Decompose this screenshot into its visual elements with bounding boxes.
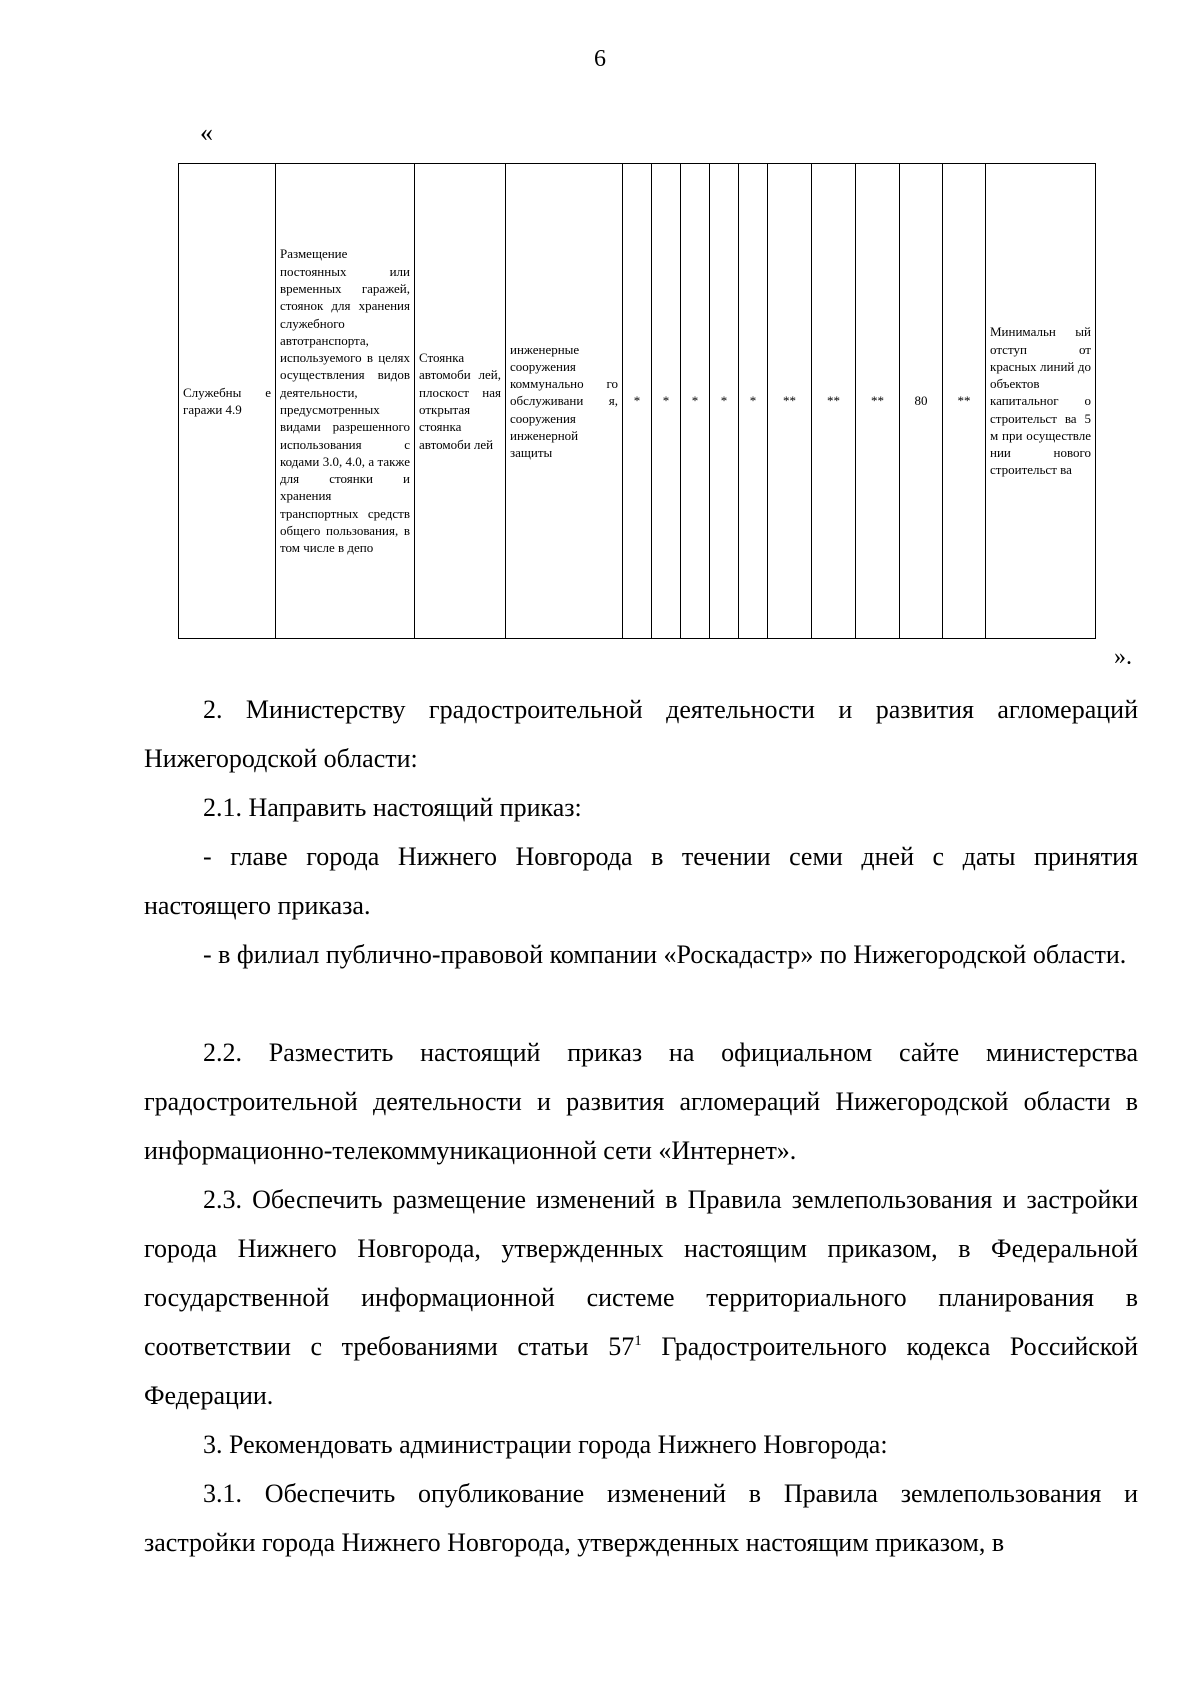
param-cell: ** bbox=[812, 164, 856, 639]
paragraph-2-1-item-2: - в филиал публично-правовой компании «Роскадастр» по Нижегородской области. bbox=[203, 940, 1127, 969]
param-cell: * bbox=[710, 164, 739, 639]
param-cell: * bbox=[739, 164, 768, 639]
closing-quote-mark: ». bbox=[1114, 644, 1132, 670]
param-cell: ** bbox=[943, 164, 986, 639]
zoning-regulations-table bbox=[178, 163, 1096, 639]
superscript-index: 1 bbox=[634, 1333, 642, 1349]
auxiliary-use-cell: Стоянка автомоби лей, плоскост ная открытая стоянка автомоби лей bbox=[415, 164, 506, 639]
notes-cell: Минимальн ый отступ от красных линий до объектов капитальног о строительст ва 5 м при осуществле нии нового строительст ва bbox=[986, 164, 1096, 639]
paragraph-2-1: 2.1. Направить настоящий приказ: bbox=[203, 793, 582, 822]
paragraph-2-3-text: 2.3. Обеспечить размещение изменений в Правила землепользования и застройки города Нижнего Новгорода, утвержденных настоящим приказом, в Федеральной государственной информационной системе территориального планирования в соответствии с требованиями статьи 57 bbox=[144, 1185, 1138, 1361]
paragraph-2-3-text-end: Градостроительного кодекса Российской Федерации. bbox=[144, 1332, 1138, 1410]
conditional-use-cell: инженерные сооружения коммунально го обслуживани я, сооружения инженерной защиты bbox=[506, 164, 623, 639]
paragraph-2-3 bbox=[144, 1175, 1138, 1420]
paragraph-2-2: 2.2. Разместить настоящий приказ на официальном сайте министерства градостроительной деятельности и развития агломераций Нижегородской области в информационно-телекоммуникационной сети «Интернет». bbox=[144, 1038, 1138, 1165]
param-cell: 80 bbox=[900, 164, 943, 639]
land-use-name-cell: Служебны е гаражи 4.9 bbox=[179, 164, 276, 639]
table-row bbox=[179, 164, 1096, 639]
page-number: 6 bbox=[594, 46, 606, 72]
param-cell: * bbox=[652, 164, 681, 639]
param-cell: * bbox=[681, 164, 710, 639]
paragraph-3-1: 3.1. Обеспечить опубликование изменений в Правила землепользования и застройки города Нижнего Новгорода, утвержденных настоящим приказом, в bbox=[144, 1479, 1138, 1557]
paragraph-2: 2. Министерству градостроительной деятельности и развития агломераций Нижегородской области: bbox=[144, 695, 1138, 773]
paragraph-3: 3. Рекомендовать администрации города Нижнего Новгорода: bbox=[203, 1430, 888, 1459]
opening-quote-mark: « bbox=[200, 118, 213, 147]
param-cell: * bbox=[623, 164, 652, 639]
param-cell: ** bbox=[856, 164, 900, 639]
paragraph-2-1-item-1: - главе города Нижнего Новгорода в течении семи дней с даты принятия настоящего приказа. bbox=[144, 842, 1138, 920]
param-cell: ** bbox=[768, 164, 812, 639]
land-use-description-cell: Размещение постоянных или временных гаражей, стоянок для хранения служебного автотранспорта, используемого в целях осуществления видов деятельности, предусмотренных видами разрешенного использования с кодами 3.0, 4.0, а также для стоянки и хранения транспортных средств общего пользования, в том числе в депо bbox=[276, 164, 415, 639]
